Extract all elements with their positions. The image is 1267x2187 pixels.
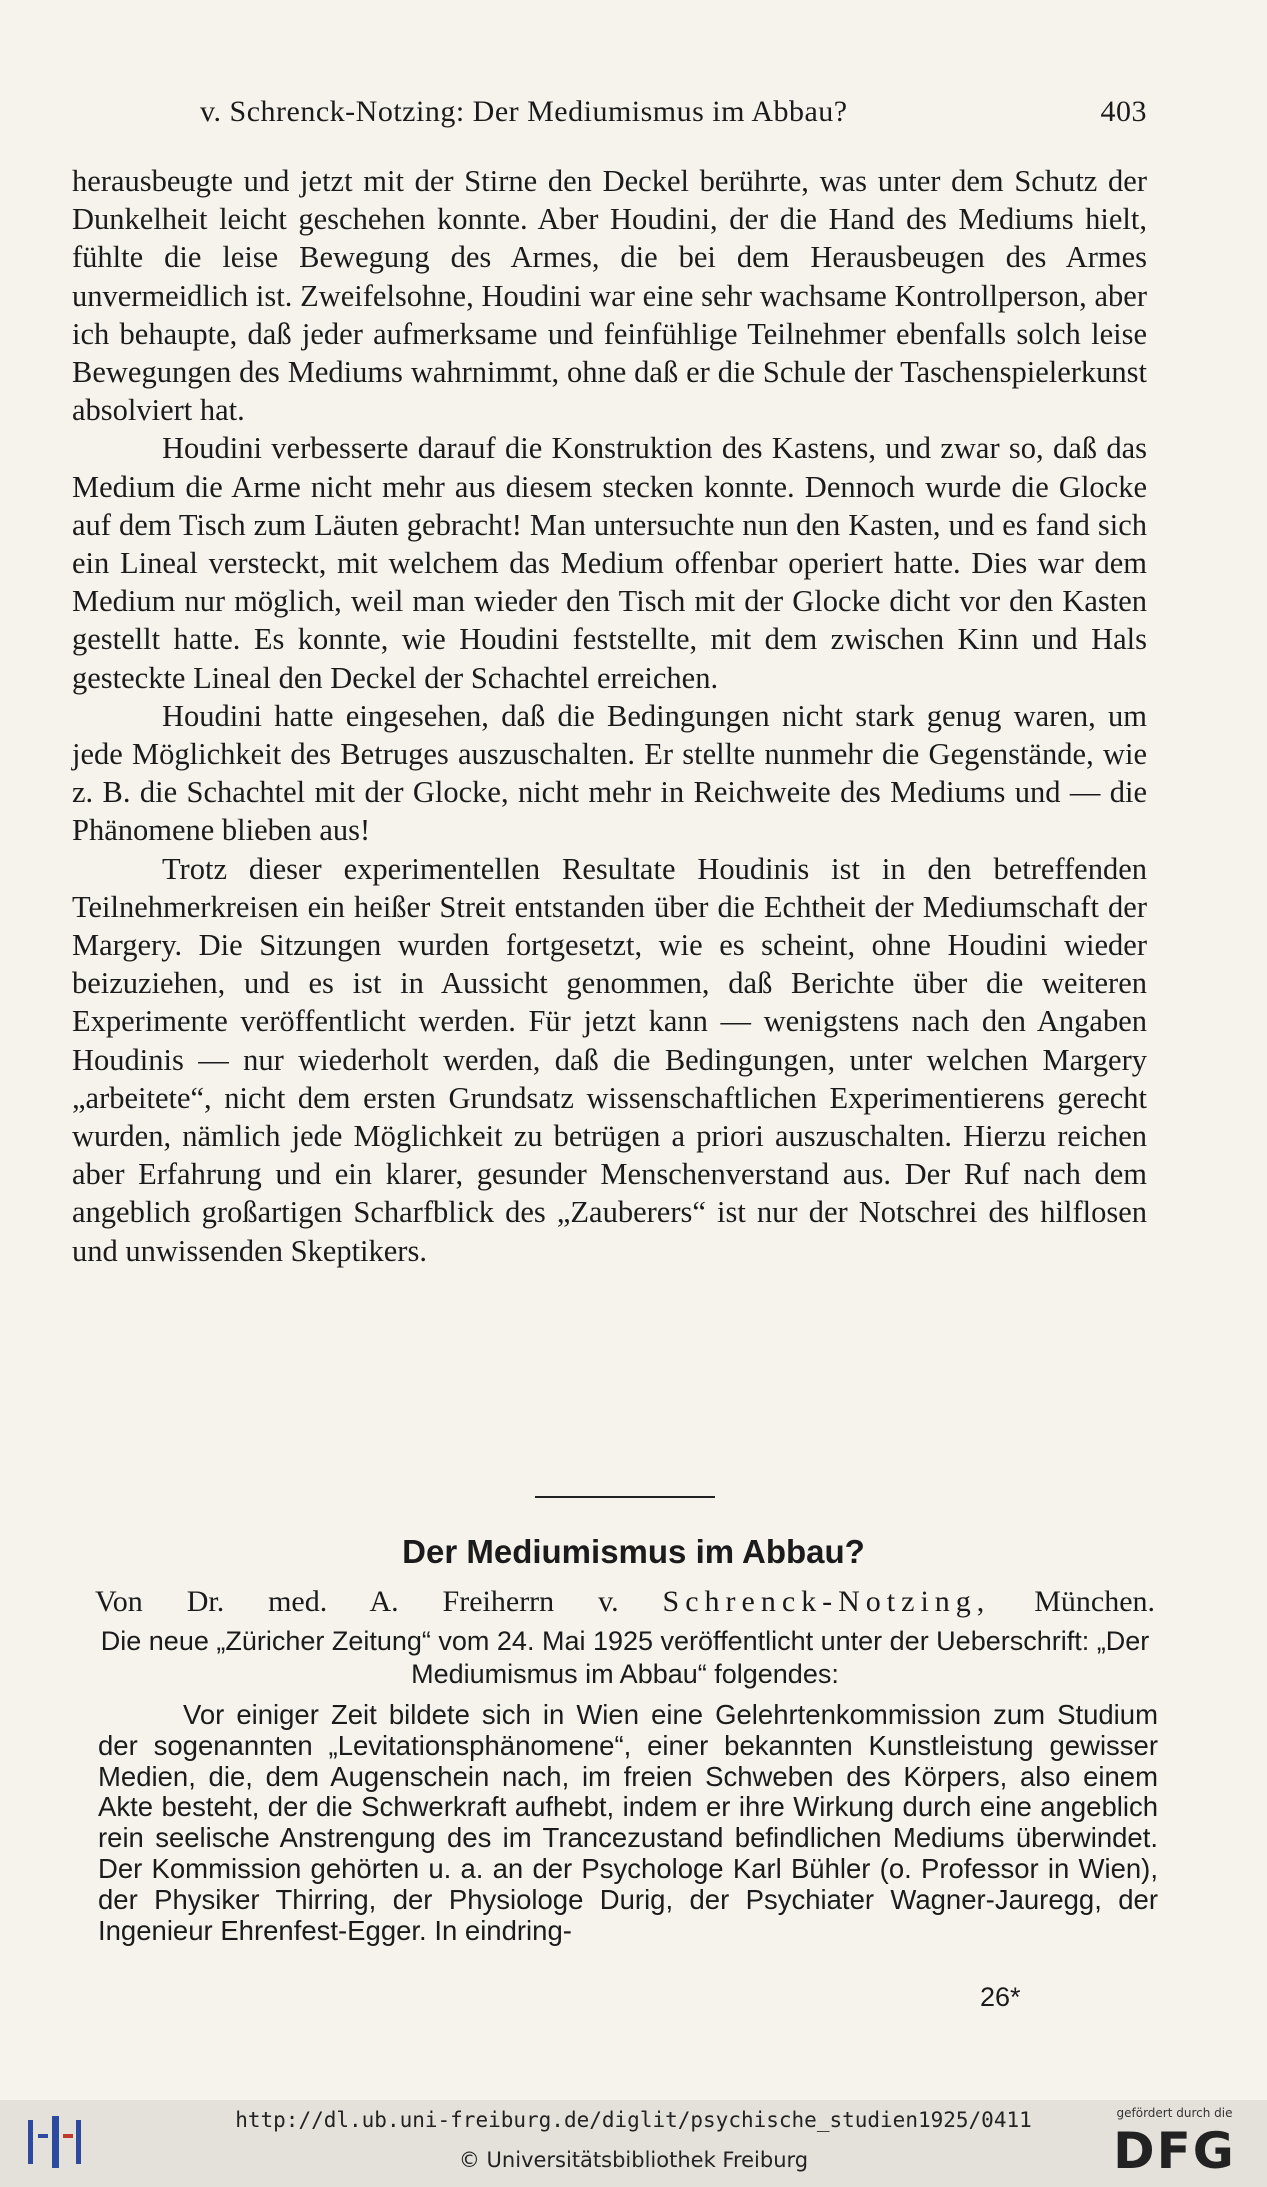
byline-author: Schrenck-Notzing, — [662, 1585, 991, 1618]
signature-mark: 26* — [980, 1982, 1021, 2012]
section-divider — [535, 1496, 715, 1498]
paragraph: herausbeugte und jetzt mit der Stirne den Deckel berührte, was unter dem Schutz der Dunkelheit leicht geschehen konnte. Aber Houdini, der die Hand des Mediums hielt, fühlte die leise Bewegung des Armes, die bei dem Herausbeugen des Armes unvermeidlich ist. Zweifelsohne, Houdini war eine sehr wachsame Kontrollperson, aber ich behaupte, daß jeder aufmerksame und feinfühlige Teilnehmer ebenfalls solch leise Bewegungen des Mediums wahrnimmt, ohne daß er die Schule der Taschenspielerkunst absolviert hat. — [72, 164, 1147, 428]
running-head-title: v. Schrenck-Notzing: Der Mediumismus im Abbau? — [200, 95, 848, 128]
article-title: Der Mediumismus im Abbau? — [402, 1533, 865, 1570]
quoted-article-text — [98, 1700, 1158, 1946]
permalink-url[interactable]: http://dl.ub.uni-freiburg.de/diglit/psychische_studien1925/0411 — [235, 2108, 1032, 2132]
byline-city: München. — [1034, 1585, 1156, 1618]
copyright-notice: © Universitätsbibliothek Freiburg — [458, 2148, 809, 2172]
dfg-logo — [1102, 2106, 1247, 2182]
byline-prefix: Von Dr. med. A. Freiherrn v. — [95, 1585, 619, 1618]
paragraph: Houdini hatte eingesehen, daß die Bedingungen nicht stark genug waren, um jede Möglichkeit des Betruges auszuschalten. Er stellte nunmehr die Gegenstände, wie z. B. die Schachtel mit der Glocke, nicht mehr in Reichweite des Mediums und — die Phänomene blieben aus! — [72, 698, 1147, 848]
article-intro: Die neue „Züricher Zeitung“ vom 24. Mai 1925 veröffentlicht unter der Ueberschrift: „Der Mediumismus im Abbau“ folgendes: — [100, 1626, 1150, 1689]
byline — [95, 1585, 1155, 1619]
dfg-note: gefördert durch die — [1116, 2106, 1233, 2120]
paragraph: Houdini verbesserte darauf die Konstruktion des Kastens, und zwar so, daß das Medium die Arme nicht mehr aus diesem stecken konnte. Dennoch wurde die Glocke auf dem Tisch zum Läuten gebracht! Man untersuchte nun den Kasten, und es fand sich ein Lineal versteckt, mit welchem das Medium offenbar operiert hatte. Dies war dem Medium nur möglich, weil man wieder den Tisch mit der Glocke dicht vor den Kasten gestellt hatte. Es konnte, wie Houdini feststellte, mit dem zwischen Kinn und Hals gesteckte Lineal den Deckel der Schachtel erreichen. — [72, 431, 1147, 695]
library-footer — [0, 2100, 1267, 2187]
continued-article-text — [72, 162, 1147, 1270]
paragraph: Vor einiger Zeit bildete sich in Wien eine Gelehrtenkommission zum Studium der sogenannten „Levitationsphänomene“, einer bekannten Kunstleistung gewisser Medien, die, dem Augenschein nach, im freien Schweben des Körpers, also einem Akte besteht, der die Schwerkraft aufhebt, indem er ihre Wirkung durch eine angeblich rein seelische Anstrengung des im Trancezustand befindlichen Mediums überwindet. Der Kommission gehörten u. a. an der Psychologe Karl Bühler (o. Professor in Wien), der Physiker Thirring, der Physiologe Durig, der Psychiater Wagner-Jauregg, der Ingenieur Ehrenfest-Egger. In eindring- — [98, 1699, 1158, 1946]
page-number: 403 — [1100, 95, 1147, 128]
paragraph: Trotz dieser experimentellen Resultate Houdinis ist in den betreffenden Teilnehmerkreisen ein heißer Streit entstanden über die Echtheit der Mediumschaft der Margery. Die Sitzungen wurden fortgesetzt, wie es scheint, ohne Houdini wieder beizuziehen, und es ist in Aussicht genommen, daß Berichte über die weiteren Experimente veröffentlicht werden. Für jetzt kann — wenigstens nach den Angaben Houdinis — nur wiederholt werden, daß die Bedingungen, unter welchen Margery „arbeitete“, nicht dem ersten Grundsatz wissenschaftlichen Experimentierens gerecht wurden, nämlich jede Möglichkeit zu betrügen a priori auszuschalten. Hierzu reichen aber Erfahrung und ein klarer, gesunder Menschenverstand aus. Der Ruf nach dem angeblich großartigen Scharfblick des „Zauberers“ ist nur der Notschrei des hilflosen und unwissenden Skeptikers. — [72, 851, 1147, 1268]
dfg-mark: DFG — [1113, 2122, 1236, 2180]
